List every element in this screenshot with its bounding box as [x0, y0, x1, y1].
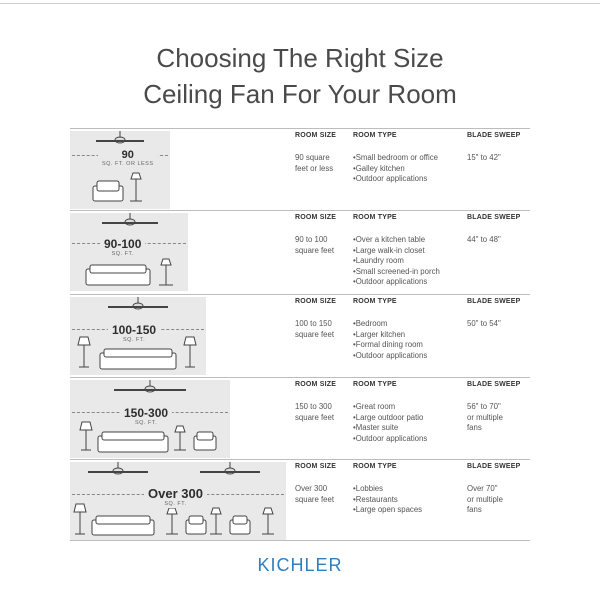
size-label [98, 149, 158, 168]
header-blade-sweep: BLADE SWEEP [467, 214, 521, 221]
title-line-1: Choosing The Right Size [156, 43, 444, 73]
room-size-line: feet or less [295, 163, 334, 173]
row-90 [70, 128, 530, 209]
size-label-unit: SQ. FT. [164, 501, 187, 507]
blade-sweep-line: Over 70" [467, 484, 498, 493]
room-type-item: • Galley kitchen [353, 164, 438, 175]
page-title [0, 40, 600, 112]
header-room-size: ROOM SIZE [295, 214, 337, 221]
blade-sweep-line: 15" to 42" [467, 153, 501, 162]
blade-sweep-line: or multiple [467, 412, 503, 422]
room-size-text [295, 235, 334, 256]
room-type-item: • Restaurants [353, 495, 422, 506]
size-label-unit: SQ. FT. [134, 420, 158, 426]
room-type-item: • Over a kitchen table [353, 235, 440, 246]
blade-sweep-text [467, 319, 501, 330]
room-size-line: square feet [295, 494, 335, 504]
header-room-size: ROOM SIZE [295, 132, 337, 139]
size-label-value: 90-100 [104, 237, 142, 251]
size-label [108, 323, 160, 344]
room-type-item: • Laundry room [353, 256, 440, 267]
room-type-item: • Master suite [353, 423, 427, 434]
room-size-line: 150 to 300 [295, 402, 332, 411]
room-type-list [353, 319, 427, 361]
header-blade-sweep: BLADE SWEEP [467, 463, 521, 470]
size-label [144, 486, 207, 508]
room-type-item: • Outdoor applications [353, 434, 427, 445]
header-room-size: ROOM SIZE [295, 298, 337, 305]
room-type-list [353, 484, 422, 516]
size-label-unit: SQ. FT. [111, 251, 134, 257]
room-type-item: • Large walk-in closet [353, 246, 440, 257]
header-blade-sweep: BLADE SWEEP [467, 381, 521, 388]
size-label-value: 90 [121, 149, 134, 161]
room-type-item: • Great room [353, 402, 427, 413]
blade-sweep-line: fans [467, 423, 482, 433]
room-type-list [353, 235, 440, 288]
size-label [120, 406, 172, 427]
room-type-item: • Outdoor applications [353, 277, 440, 288]
room-size-text [295, 153, 333, 174]
room-type-item: • Formal dining room [353, 340, 427, 351]
size-label-unit: SQ. FT. OR LESS [102, 161, 154, 167]
size-label [100, 237, 145, 258]
top-rule [0, 0, 600, 4]
blade-sweep-line: 44" to 48" [467, 235, 501, 244]
header-blade-sweep: BLADE SWEEP [467, 298, 521, 305]
room-size-line: 100 to 150 [295, 319, 332, 328]
header-blade-sweep: BLADE SWEEP [467, 132, 521, 139]
room-type-item: • Bedroom [353, 319, 427, 330]
room-type-item: • Small screened-in porch [353, 267, 440, 278]
room-size-text [295, 402, 334, 423]
size-label-value: Over 300 [148, 486, 203, 501]
size-label-value: 150-300 [124, 406, 169, 420]
room-size-line: square feet [295, 329, 335, 339]
header-room-type: ROOM TYPE [353, 381, 397, 388]
header-room-size: ROOM SIZE [295, 381, 337, 388]
row-100-150 [70, 294, 530, 375]
room-size-text [295, 484, 334, 505]
room-type-list [353, 153, 438, 185]
kichler-logo [0, 555, 600, 576]
header-room-type: ROOM TYPE [353, 463, 397, 470]
row-90-100 [70, 210, 530, 291]
room-type-item: • Outdoor applications [353, 351, 427, 362]
row-over-300 [70, 459, 530, 540]
logo-text: KICHLER [257, 555, 343, 575]
room-size-line: square feet [295, 245, 335, 255]
size-label-value: 100-150 [112, 323, 157, 337]
room-size-line: 90 square [295, 153, 330, 162]
room-size-line: square feet [295, 412, 335, 422]
blade-sweep-line: fans [467, 505, 482, 515]
room-size-line: 90 to 100 [295, 235, 328, 244]
blade-sweep-text [467, 402, 503, 434]
room-type-item: • Small bedroom or office [353, 153, 438, 164]
blade-sweep-text [467, 235, 501, 246]
header-room-type: ROOM TYPE [353, 214, 397, 221]
row-150-300 [70, 377, 530, 458]
header-room-type: ROOM TYPE [353, 298, 397, 305]
room-type-item: • Larger kitchen [353, 330, 427, 341]
room-type-item: • Large outdoor patio [353, 413, 427, 424]
header-room-type: ROOM TYPE [353, 132, 397, 139]
blade-sweep-text [467, 153, 501, 164]
blade-sweep-line: 56" to 70" [467, 402, 501, 411]
room-type-item: • Large open spaces [353, 505, 422, 516]
room-graphic [70, 129, 170, 209]
blade-sweep-line: or multiple [467, 494, 503, 504]
header-room-size: ROOM SIZE [295, 463, 337, 470]
bottom-rule [70, 540, 530, 541]
title-line-2: Ceiling Fan For Your Room [143, 79, 457, 109]
blade-sweep-text [467, 484, 503, 516]
room-size-line: Over 300 [295, 484, 328, 493]
size-label-unit: SQ. FT. [122, 337, 146, 343]
room-type-item: • Outdoor applications [353, 174, 438, 185]
blade-sweep-line: 50" to 54" [467, 319, 501, 328]
room-type-list [353, 402, 427, 444]
room-size-text [295, 319, 334, 340]
room-type-item: • Lobbies [353, 484, 422, 495]
